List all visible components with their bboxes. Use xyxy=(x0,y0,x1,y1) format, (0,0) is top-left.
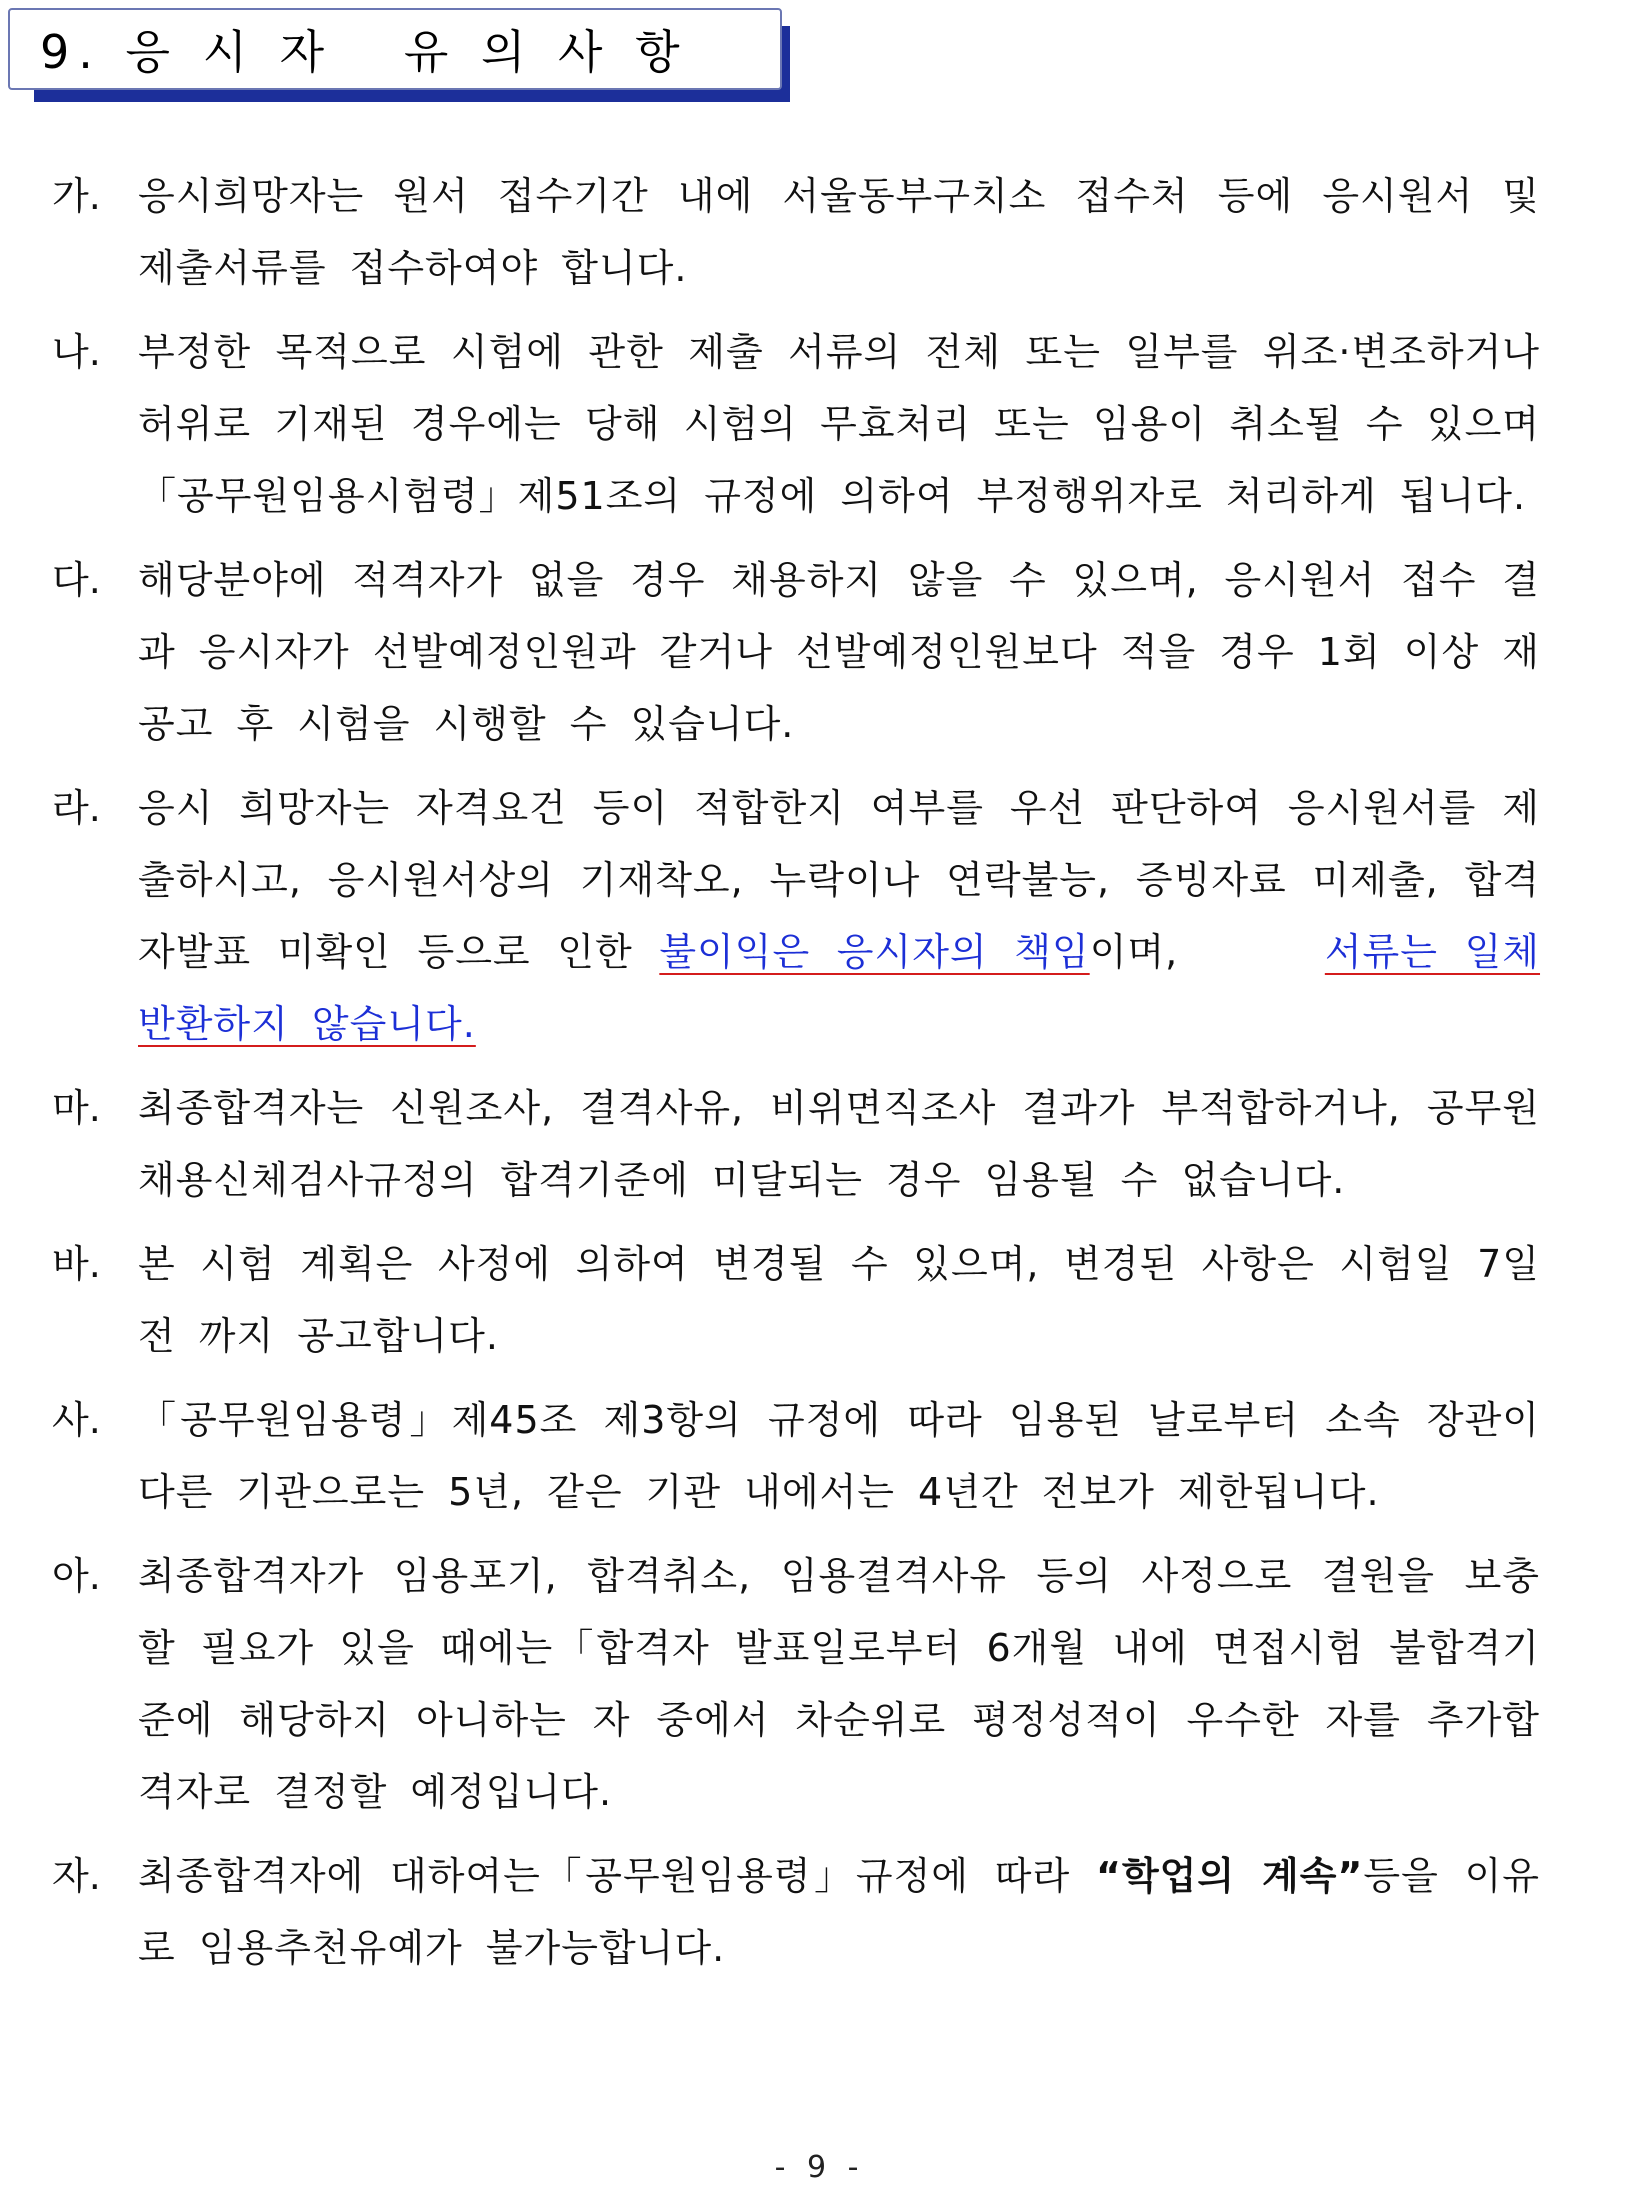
title-text: 9. 응 시 자 유 의 사 항 xyxy=(40,25,689,79)
note-item xyxy=(52,772,1552,1060)
note-text xyxy=(138,1840,1552,1984)
note-item xyxy=(52,1540,1552,1828)
note-text-before: 응시 희망자는 자격요건 등이 적합한지 여부를 우선 판단하여 응시원서를 제출하시고, 응시원서상의 기재착오, 누락이나 연락불능, 증빙자료 미제출, 합격자발표 미확인 등으로 인한 xyxy=(138,786,1540,974)
title-box xyxy=(8,8,782,90)
note-item xyxy=(52,1072,1552,1216)
note-text: 최종합격자가 임용포기, 합격취소, 임용결격사유 등의 사정으로 결원을 보충 할 필요가 있을 때에는「합격자 발표일로부터 6개월 내에 면접시험 불합격기준에 해당하지 아니하는 자 중에서 차순위로 평정성적이 우수한 자를 추가합격자로 결정할 예정입니다. xyxy=(138,1554,1540,1814)
note-text-before: 최종합격자에 대하여는「공무원임용령」규정에 따라 xyxy=(138,1854,1096,1898)
note-item xyxy=(52,160,1552,304)
note-marker: 사. xyxy=(52,1398,101,1442)
note-item xyxy=(52,1840,1552,1984)
highlight-no-return-text: 서류는 일체 반환하지 않습니다. xyxy=(138,930,1541,1046)
quoted-phrase: “학업의 계속” xyxy=(1095,1854,1364,1898)
note-marker: 아. xyxy=(52,1554,101,1598)
note-text: 해당분야에 적격자가 없을 경우 채용하지 않을 수 있으며, 응시원서 접수 결과 응시자가 선발예정인원과 같거나 선발예정인원보다 적을 경우 1회 이상 재공고 후 시험을 시행할 수 있습니다. xyxy=(138,558,1540,746)
note-item xyxy=(52,1384,1552,1528)
note-marker: 마. xyxy=(52,1086,101,1130)
note-text-middle: 이며, xyxy=(1089,930,1205,974)
note-text: 최종합격자는 신원조사, 결격사유, 비위면직조사 결과가 부적합하거나, 공무원채용신체검사규정의 합격기준에 미달되는 경우 임용될 수 없습니다. xyxy=(138,1086,1540,1202)
note-marker: 다. xyxy=(52,558,101,602)
note-marker: 나. xyxy=(52,330,101,374)
note-item xyxy=(52,316,1552,532)
note-text: 본 시험 계획은 사정에 의하여 변경될 수 있으며, 변경된 사항은 시험일 7일전 까지 공고합니다. xyxy=(138,1242,1540,1358)
note-marker: 가. xyxy=(52,174,101,218)
section-title xyxy=(8,8,790,102)
note-text: 「공무원임용령」제45조 제3항의 규정에 따라 임용된 날로부터 소속 장관이 다른 기관으로는 5년, 같은 기관 내에서는 4년간 전보가 제한됩니다. xyxy=(138,1398,1540,1514)
notes-list xyxy=(52,160,1552,1996)
note-text: 응시희망자는 원서 접수기간 내에 서울동부구치소 접수처 등에 응시원서 및 제출서류를 접수하여야 합니다. xyxy=(138,174,1540,290)
note-text: 부정한 목적으로 시험에 관한 제출 서류의 전체 또는 일부를 위조·변조하거나 허위로 기재된 경우에는 당해 시험의 무효처리 또는 임용이 취소될 수 있으며「공무원임용시험령」제51조의 규정에 의하여 부정행위자로 처리하게 됩니다. xyxy=(138,330,1540,518)
note-marker: 라. xyxy=(52,786,101,830)
note-text xyxy=(138,772,1552,1060)
note-marker: 바. xyxy=(52,1242,101,1286)
note-item xyxy=(52,544,1552,760)
note-item xyxy=(52,1228,1552,1372)
highlight-responsibility: 불이익은 응시자의 책임 xyxy=(659,930,1090,974)
note-marker: 자. xyxy=(52,1854,101,1898)
page-number: - 9 - xyxy=(774,2150,865,2185)
note-text-after: 등을 이유로 임용추천유예가 불가능합니다. xyxy=(138,1854,1540,1970)
